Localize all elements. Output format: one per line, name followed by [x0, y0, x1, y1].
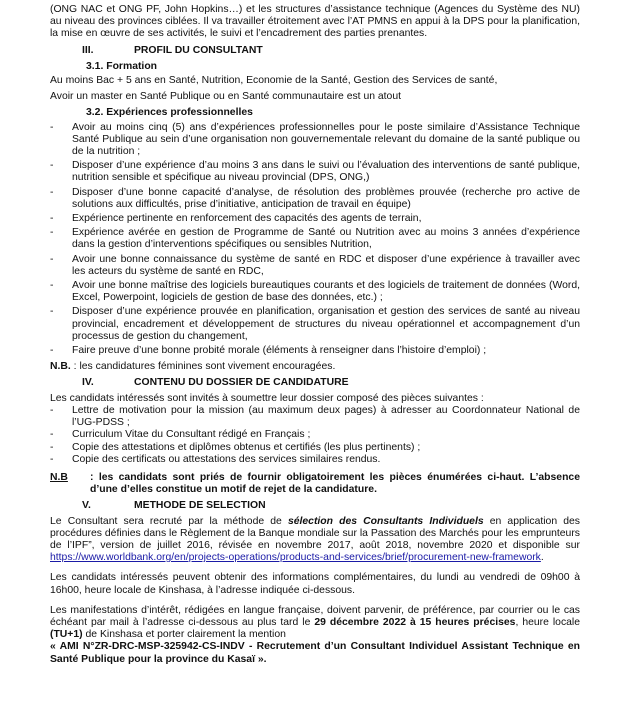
- nb-text: : les candidatures féminines sont vivement encouragées.: [70, 361, 336, 373]
- list-item: - Lettre de motivation pour la mission (au maximum deux pages) à adresser au Coordonnateur National de l’UG-PDSS ;: [50, 405, 580, 429]
- section-5-heading: [50, 500, 580, 512]
- worldbank-procurement-link[interactable]: https://www.worldbank.org/en/projects-operations/products-and-services/brief/procurement-new-framework: [50, 552, 541, 564]
- section-4-title: CONTENU DU DOSSIER DE CANDIDATURE: [134, 377, 349, 389]
- section-3-heading: [50, 45, 580, 57]
- selection-method: sélection des Consultants Individuels: [287, 515, 484, 527]
- list-item: - Avoir au moins cinq (5) ans d’expériences professionnelles pour le poste similaire d’Assistance Technique Santé Publique au sein d’une organisation non gouvernementale relevant du domaine de la santé publique ou de la nutrition ;: [50, 122, 580, 159]
- list-item: - Copie des attestations et diplômes obtenus et certifiés (les plus pertinents) ;: [50, 442, 580, 454]
- section-3-title: PROFIL DU CONSULTANT: [134, 44, 263, 56]
- list-item: - Avoir une bonne connaissance du système de santé en RDC et disposer d’une expérience à travailler avec les acteurs du système de santé en RDC,: [50, 254, 580, 278]
- section-3-number: III.: [82, 44, 94, 56]
- submission-paragraph: [50, 605, 580, 642]
- formation-line-2: Avoir un master en Santé Publique ou en Santé communautaire est un atout: [50, 91, 402, 103]
- selection-paragraph: [50, 516, 580, 565]
- nb-dossier: [50, 472, 580, 496]
- list-item: - Copie des certificats ou attestations des services similaires rendus.: [50, 454, 580, 466]
- nb-dossier-text: : les candidats sont priés de fournir obligatoirement les pièces énumérées ci-haut. L’absence d’une d’elles constitue un motif de rejet de la candidature.: [90, 471, 580, 496]
- submission-text-d: de Kinshasa et porter clairement la mention: [82, 629, 286, 641]
- intro-paragraph: (ONG NAC et ONG PF, John Hopkins…) et les structures d’assistance technique (Agences du Système des NU) au niveau des provinces ciblées. Il va travailler étroitement avec l’AT PMNS en appui à la DPS pour la planification, la mise en œuvre de ses activités, le suivi et l’encadrement des parties prenantes.: [50, 4, 580, 40]
- nb-dossier-label: N.B: [50, 471, 68, 483]
- formation-heading: 3.1. Formation: [86, 60, 158, 72]
- ami-reference: « AMI N°ZR-DRC-MSP-325942-CS-INDV - Recrutement d’un Consultant Individuel Assistant Technique en Santé Publique pour la province du Kasaï ».: [50, 641, 580, 665]
- submission-text-c: , heure locale: [515, 616, 581, 628]
- list-item: - Curriculum Vitae du Consultant rédigé en Français ;: [50, 429, 580, 441]
- section-5-number: V.: [82, 500, 91, 512]
- section-4-number: IV.: [82, 377, 94, 389]
- list-item: - Disposer d’une expérience d’au moins 3 ans dans le suivi ou l’évaluation des interventions de santé publique, nutrition sensible et spécifique au niveau provincial (DPS, ONG,): [50, 160, 580, 184]
- section-5-title: METHODE DE SELECTION: [134, 500, 266, 512]
- list-item: - Disposer d’une bonne capacité d’analyse, de résolution des problèmes prouvée (recherche pro active de solutions aux difficultés, prise d’initiative, anticipation de travail en équipe): [50, 187, 580, 211]
- nb-label: N.B.: [50, 361, 71, 373]
- dossier-list: [50, 405, 580, 466]
- section-4-heading: [50, 377, 580, 389]
- timezone-text: (TU+1): [50, 629, 83, 641]
- list-item: - Disposer d’une expérience prouvée en planification, organisation et gestion des services de santé au niveau provincial, encadrement et développement de structures du niveau opérationnel et accompagnement d’un processus de gestion du changement,: [50, 306, 580, 343]
- list-item: - Expérience pertinente en renforcement des capacités des agents de terrain,: [50, 213, 580, 225]
- selection-text-b: en application des procédures définies dans le Règlement de la Banque mondiale sur la Passation des Marchés pour les emprunteurs de l’IPF”, version de juillet 2016, révisée en novembre 2017, août 2018, novembre 2020 et disponible sur: [50, 515, 580, 551]
- list-item: - Avoir une bonne maîtrise des logiciels bureautiques courants et des logiciels de traitement de données (Word, Excel, Powerpoint, logiciels de gestion de base des données, etc.) ;: [50, 280, 580, 304]
- list-item: - Faire preuve d’une bonne probité morale (éléments à renseigner dans l’histoire d’emploi) ;: [50, 345, 580, 357]
- experiences-list: [50, 122, 580, 358]
- formation-line-1: Au moins Bac + 5 ans en Santé, Nutrition, Economie de la Santé, Gestion des Services de santé,: [50, 75, 498, 87]
- selection-text-c: .: [540, 552, 544, 564]
- experiences-heading: 3.2. Expériences professionnelles: [86, 107, 253, 119]
- nb-feminine: [50, 361, 580, 373]
- deadline-text: 29 décembre 2022 à 15 heures précises: [314, 616, 516, 628]
- info-paragraph: Les candidats intéressés peuvent obtenir des informations complémentaires, du lundi au vendredi de 09h00 à 16h00, heure locale de Kinshasa, à l’adresse indiquée ci-dessous.: [50, 572, 580, 596]
- section-4-lead: Les candidats intéressés sont invités à soumettre leur dossier composé des pièces suivantes :: [50, 392, 484, 404]
- selection-text-a: Le Consultant sera recruté par la méthode de: [50, 515, 288, 527]
- submission-text-a: Les manifestations d’intérêt, rédigées en langue française, doivent parvenir, de préférence, par courrier ou le cas échéant par mail à l’adresse ci-dessous au plus tard le: [50, 604, 580, 628]
- list-item: - Expérience avérée en gestion de Programme de Santé ou Nutrition avec au moins 3 années d’expérience dans la gestion d’interventions spécifiques ou sensibles Nutrition,: [50, 227, 580, 251]
